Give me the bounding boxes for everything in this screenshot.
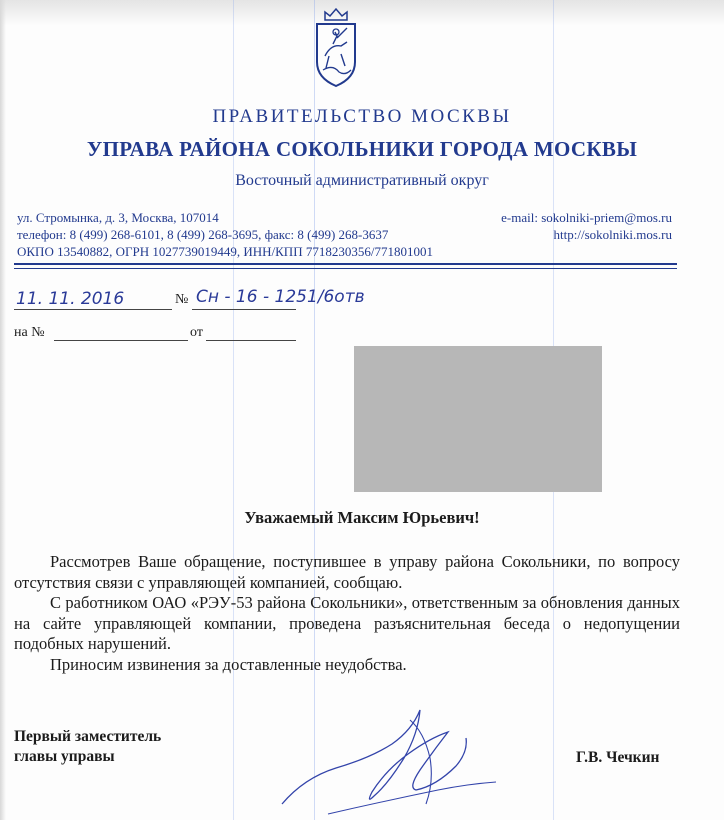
reference-date-label: от <box>190 325 203 340</box>
handwritten-outgoing-number: Сн - 16 - 1251/6отв <box>196 287 365 307</box>
number-underline <box>192 309 296 310</box>
paragraph: С работником ОАО «РЭУ-53 района Сокольники», ответственным за обновления данных на сайте управляющей компании, проведена разъяснительная беседа о недопущении подобных нарушений. <box>14 593 680 653</box>
email-address: e-mail: sokolniki-priem@mos.ru <box>501 210 672 225</box>
header-rule-thin <box>14 268 677 269</box>
paragraph: Рассмотрев Ваше обращение, поступившее в управу района Сокольники, по вопросу отсутствия связи с управляющей компанией, сообщаю. <box>14 552 680 592</box>
letter-body <box>14 552 680 675</box>
government-title: ПРАВИТЕЛЬСТВО МОСКВЫ <box>212 106 512 127</box>
registration-codes: ОКПО 13540882, ОГРН 1027739019449, ИНН/КПП 7718230356/771801001 <box>17 244 433 259</box>
moscow-coat-of-arms-icon <box>311 6 361 90</box>
number-sign: № <box>175 292 189 307</box>
redacted-addressee-block <box>354 346 602 492</box>
postal-address: ул. Стромынка, д. 3, Москва, 107014 <box>17 210 219 225</box>
reference-date-underline <box>206 340 296 341</box>
signer-position-line: Первый заместитель <box>14 728 162 745</box>
reference-number-underline <box>54 340 188 341</box>
signer-position <box>14 727 161 767</box>
website-url: http://sokolniki.mos.ru <box>553 227 672 242</box>
scan-shadow-top <box>0 0 724 26</box>
handwritten-date: 11. 11. 2016 <box>16 289 125 309</box>
signer-name: Г.В. Чечкин <box>576 749 660 766</box>
office-title: УПРАВА РАЙОНА СОКОЛЬНИКИ ГОРОДА МОСКВЫ <box>86 137 638 161</box>
handwritten-signature <box>270 694 510 820</box>
header-rule <box>14 263 677 265</box>
paragraph: Приносим извинения за доставленные неудобства. <box>50 654 407 674</box>
phone-fax: телефон: 8 (499) 268-6101, 8 (499) 268-3695, факс: 8 (499) 268-3637 <box>17 227 389 242</box>
date-underline <box>14 309 172 310</box>
district-name: Восточный административный округ <box>235 172 489 189</box>
salutation: Уважаемый Максим Юрьевич! <box>244 508 480 527</box>
signer-position-line: главы управы <box>14 748 115 765</box>
reference-number-label: на № <box>14 325 45 340</box>
